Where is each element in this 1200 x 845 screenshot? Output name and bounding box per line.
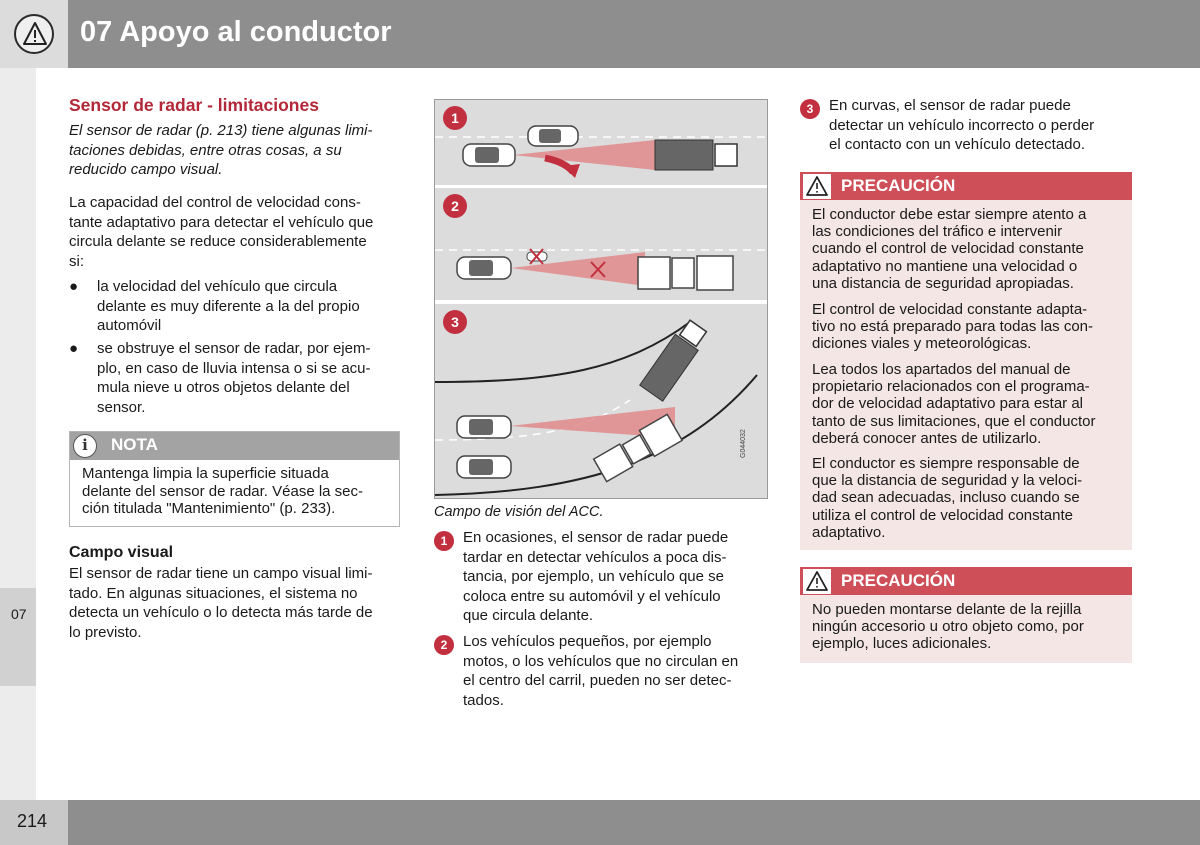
note-text: Mantenga limpia la superficie situada delante del sensor de radar. Véase la sec- ción titulada "Mantenimiento" (p. 233). [82,465,364,517]
page-number: 214 [17,811,48,831]
car-icon [463,144,515,166]
caution-paragraph: El conductor es siempre responsable de que la distancia de seguridad y la veloci- dad sean adecuadas, incluso cuando se utiliza el control de velocidad constante adaptativo. [812,455,1083,541]
svg-text:3: 3 [451,314,459,330]
caution-paragraph: Lea todos los apartados del manual de propietario relacionados con el programa- dor de velocidad adaptativo para estar al tanto de sus limitaciones, que el conductor deberá conocer antes de utilizarlo. [812,361,1096,447]
note-header [70,432,399,460]
intro-text: El sensor de radar (p. 213) tiene algunas limi- taciones debidas, entre otras cosas, a su reducido campo visual. [69,122,373,178]
note-title: NOTA [111,435,158,454]
truck-icon [655,140,737,170]
caution-paragraph: El control de velocidad constante adapta- tivo no está preparado para todas las con- diciones viales y meteorológicas. [812,301,1094,353]
chapter-title: 07 Apoyo al conductor [80,16,392,48]
note-box [69,431,400,527]
truck-icon [638,256,733,290]
info-icon: i [73,434,97,458]
caution-header [800,567,1132,595]
caution-header [800,172,1132,200]
figure-code: G044032 [740,429,747,458]
caution-box [800,567,1132,663]
panel-label-2 [443,194,467,218]
number-badge: 1 [434,531,454,551]
car-icon [457,257,511,279]
car-icon [457,416,511,438]
bullet-dot: ● [69,340,79,357]
car-icon [528,126,578,146]
section-heading: Sensor de radar - limitaciones [69,95,319,115]
footer-bar [68,800,1200,845]
body-paragraph: La capacidad del control de velocidad cons- tante adaptativo para detectar el vehículo que circula delante se reduce considerablemente si: [69,194,374,270]
header-icon-area [0,0,68,68]
panel-label-3 [443,310,467,334]
svg-text:1: 1 [451,110,459,126]
caution-paragraph: No pueden montarse delante de la rejilla ningún accesorio u otro objeto como, por ejemplo, luces adicionales. [812,601,1084,653]
figure-panel-1 [435,100,768,186]
bullet-dot: ● [69,278,79,295]
warning-icon [803,569,831,594]
warning-icon [803,174,831,199]
subheading: Campo visual [69,544,174,561]
caution-paragraph: El conductor debe estar siempre atento a las condiciones del tráfico e intervenir cuando el control de velocidad constante adaptativo no mantiene una velocidad o una distancia de seguridad apropiadas. [812,206,1087,292]
chapter-tab[interactable] [0,588,36,686]
body-paragraph-2: El sensor de radar tiene un campo visual limi- tado. En algunas situaciones, el sistema no detecta un vehículo o lo detecta más tarde de lo previsto. [69,565,373,641]
caution-title: PRECAUCIÓN [841,571,956,590]
caution-box [800,172,1132,550]
car-icon [457,456,511,478]
figure-panel-3 [435,304,768,499]
number-badge: 2 [434,635,454,655]
caution-title: PRECAUCIÓN [841,176,956,195]
warning-triangle-icon [14,14,54,54]
svg-text:2: 2 [451,198,459,214]
side-margin [0,68,36,803]
acc-field-of-view-figure [434,99,768,499]
number-badge: 3 [800,99,820,119]
figure-panel-2 [435,188,768,300]
panel-label-1 [443,106,467,130]
chapter-tab-label: 07 [11,606,27,622]
figure-caption: Campo de visión del ACC. [434,504,604,520]
